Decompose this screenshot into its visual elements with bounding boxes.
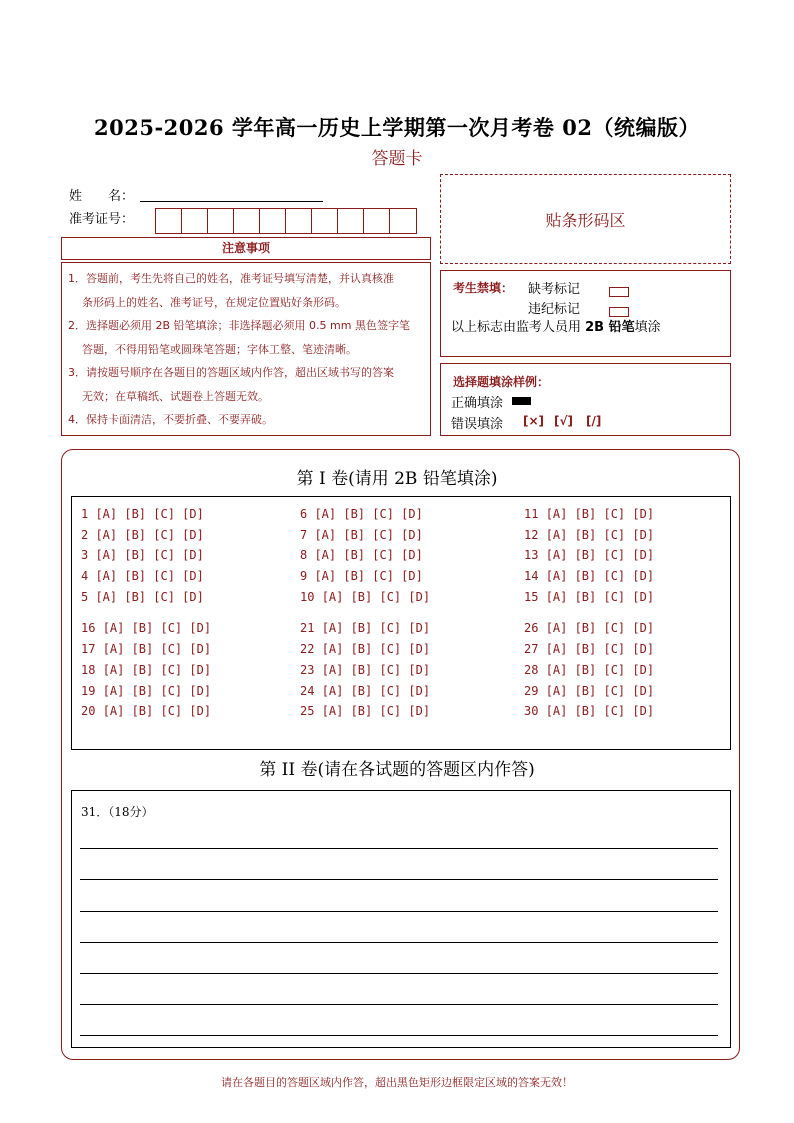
id-digit-cell[interactable]	[208, 209, 234, 233]
fill-sample-box	[440, 363, 731, 436]
question-row	[524, 663, 654, 677]
question-number: 1	[81, 507, 96, 521]
choice-answer-box	[71, 496, 731, 750]
question-number: 28	[524, 663, 546, 677]
id-label: 准考证号：	[69, 212, 135, 227]
answer-options[interactable]: [A] [B] [C] [D]	[314, 528, 423, 542]
answer-options[interactable]: [A] [B] [C] [D]	[545, 704, 655, 718]
question-row	[524, 642, 654, 656]
question-row	[300, 642, 430, 656]
question-row	[81, 548, 204, 562]
id-digit-cell[interactable]	[156, 209, 182, 233]
notice-line: 2．选择题必须用 2B 铅笔填涂；非选择题必须用 0.5 mm 黑色签字笔	[68, 319, 410, 332]
notice-box	[61, 262, 431, 436]
proctor-label: 考生禁填：	[453, 281, 514, 295]
essay-ruled-line	[80, 1004, 718, 1005]
proctor-box	[440, 270, 731, 357]
page-subtitle: 答题卡	[371, 149, 423, 169]
question-number: 9	[300, 569, 315, 583]
question-number: 24	[300, 684, 322, 698]
question-number: 27	[524, 642, 546, 656]
answer-options[interactable]: [A] [B] [C] [D]	[321, 642, 431, 656]
question-number: 26	[524, 621, 546, 635]
answer-options[interactable]: [A] [B] [C] [D]	[314, 507, 423, 521]
question-31-label: 31．（18分）	[81, 805, 154, 819]
barcode-area	[440, 174, 731, 264]
question-number: 22	[300, 642, 322, 656]
answer-options[interactable]: [A] [B] [C] [D]	[321, 684, 431, 698]
question-number: 10	[300, 590, 322, 604]
answer-options[interactable]: [A] [B] [C] [D]	[545, 569, 655, 583]
question-number: 25	[300, 704, 322, 718]
essay-ruled-line	[80, 1035, 718, 1036]
question-number: 7	[300, 528, 315, 542]
name-field[interactable]	[140, 201, 323, 202]
filled-mark	[512, 397, 531, 405]
question-number: 8	[300, 548, 315, 562]
question-row	[300, 704, 430, 718]
answer-options[interactable]: [A] [B] [C] [D]	[102, 621, 212, 635]
question-row	[81, 507, 204, 521]
question-number: 16	[81, 621, 103, 635]
question-row	[524, 684, 654, 698]
question-row	[81, 704, 211, 718]
wrong-mark-slash: [/]	[586, 414, 602, 428]
question-row	[524, 569, 654, 583]
question-row	[524, 621, 654, 635]
wrong-mark-x: [×]	[523, 414, 545, 428]
answer-options[interactable]: [A] [B] [C] [D]	[321, 621, 431, 635]
answer-options[interactable]: [A] [B] [C] [D]	[321, 704, 431, 718]
answer-options[interactable]: [A] [B] [C] [D]	[545, 621, 655, 635]
answer-options[interactable]: [A] [B] [C] [D]	[95, 569, 204, 583]
question-row	[300, 621, 430, 635]
answer-options[interactable]: [A] [B] [C] [D]	[314, 548, 423, 562]
essay-ruled-line	[80, 879, 718, 880]
answer-options[interactable]: [A] [B] [C] [D]	[95, 590, 204, 604]
answer-options[interactable]: [A] [B] [C] [D]	[545, 642, 655, 656]
exam-id-field[interactable]	[155, 208, 417, 234]
question-number: 5	[81, 590, 96, 604]
absent-label: 缺考标记	[528, 282, 581, 297]
question-row	[300, 548, 423, 562]
essay-ruled-line	[80, 973, 718, 974]
question-row	[81, 684, 211, 698]
question-number: 18	[81, 663, 103, 677]
question-row	[524, 704, 654, 718]
question-number: 20	[81, 704, 103, 718]
id-digit-cell[interactable]	[260, 209, 286, 233]
question-number: 6	[300, 507, 315, 521]
answer-options[interactable]: [A] [B] [C] [D]	[95, 507, 204, 521]
question-number: 23	[300, 663, 322, 677]
question-row	[524, 590, 654, 604]
notice-line: 3．请按题号顺序在各题目的答题区域内作答，超出区域书写的答案	[68, 366, 394, 379]
question-number: 2	[81, 528, 96, 542]
answer-options[interactable]: [A] [B] [C] [D]	[102, 704, 212, 718]
question-row	[524, 507, 654, 521]
question-number: 21	[300, 621, 322, 635]
answer-options[interactable]: [A] [B] [C] [D]	[545, 663, 655, 677]
question-row	[81, 569, 204, 583]
violation-label: 违纪标记	[528, 302, 581, 317]
question-number: 19	[81, 684, 103, 698]
id-digit-cell[interactable]	[182, 209, 208, 233]
notice-item	[68, 314, 424, 361]
answer-options[interactable]: [A] [B] [C] [D]	[545, 684, 655, 698]
question-row	[81, 528, 204, 542]
question-row	[81, 642, 211, 656]
notice-item	[68, 408, 424, 432]
question-number: 17	[81, 642, 103, 656]
question-row	[81, 663, 211, 677]
id-digit-cell[interactable]	[364, 209, 390, 233]
question-row	[81, 621, 211, 635]
proctor-note: 以上标志由监考人员用 2B 铅笔填涂	[451, 320, 661, 335]
part2-title: 第 II 卷(请在各试题的答题区内作答)	[259, 760, 535, 780]
question-row	[300, 528, 423, 542]
question-row	[300, 569, 423, 583]
notice-line: 答题，不得用铅笔或圆珠笔答题；字体工整、笔迹清晰。	[82, 342, 357, 356]
answer-options[interactable]: [A] [B] [C] [D]	[321, 663, 431, 677]
essay-ruled-line	[80, 942, 718, 943]
question-row	[524, 548, 654, 562]
absent-mark[interactable]	[609, 281, 629, 300]
answer-options[interactable]: [A] [B] [C] [D]	[95, 528, 204, 542]
question-number: 13	[524, 548, 546, 562]
notice-line: 4．保持卡面清洁，不要折叠、不要弄破。	[68, 413, 273, 426]
id-digit-cell[interactable]	[234, 209, 260, 233]
notice-line: 1．答题前，考生先将自己的姓名，准考证号填写清楚，并认真核准	[68, 272, 394, 285]
essay-ruled-line	[80, 911, 718, 912]
notice-line: 条形码上的姓名、准考证号，在规定位置贴好条形码。	[82, 295, 346, 309]
answer-options[interactable]: [A] [B] [C] [D]	[545, 548, 655, 562]
question-number: 14	[524, 569, 546, 583]
notice-title: 注意事项	[61, 237, 431, 260]
id-digit-cell[interactable]	[286, 209, 312, 233]
question-number: 4	[81, 569, 96, 583]
answer-options[interactable]: [A] [B] [C] [D]	[545, 507, 655, 521]
question-number: 11	[524, 507, 546, 521]
question-row	[300, 590, 430, 604]
essay-answer-box[interactable]	[71, 790, 731, 1048]
answer-options[interactable]: [A] [B] [C] [D]	[321, 590, 431, 604]
sample-title: 选择题填涂样例：	[453, 375, 550, 389]
question-number: 12	[524, 528, 546, 542]
question-row	[300, 663, 430, 677]
answer-options[interactable]: [A] [B] [C] [D]	[95, 548, 204, 562]
question-number: 30	[524, 704, 546, 718]
question-row	[524, 528, 654, 542]
notice-line: 无效；在草稿纸、试题卷上答题无效。	[82, 389, 269, 403]
answer-options[interactable]: [A] [B] [C] [D]	[102, 642, 212, 656]
id-digit-cell[interactable]	[390, 209, 416, 233]
answer-options[interactable]: [A] [B] [C] [D]	[545, 528, 655, 542]
question-number: 3	[81, 548, 96, 562]
notice-item	[68, 267, 424, 314]
correct-label: 正确填涂	[451, 396, 504, 411]
id-digit-cell[interactable]	[338, 209, 364, 233]
barcode-label: 贴条形码区	[545, 210, 626, 230]
answer-options[interactable]: [A] [B] [C] [D]	[102, 684, 212, 698]
answer-options[interactable]: [A] [B] [C] [D]	[545, 590, 655, 604]
page-title: 2025-2026 学年高一历史上学期第一次月考卷 02（统编版）	[94, 115, 700, 140]
part1-title: 第 I 卷(请用 2B 铅笔填涂)	[296, 469, 498, 489]
question-number: 29	[524, 684, 546, 698]
id-digit-cell[interactable]	[312, 209, 338, 233]
footer-warning: 请在各题目的答题区域内作答，超出黑色矩形边框限定区域的答案无效！	[221, 1076, 573, 1089]
question-number: 15	[524, 590, 546, 604]
answer-options[interactable]: [A] [B] [C] [D]	[102, 663, 212, 677]
wrong-mark-check: [√]	[554, 414, 573, 428]
notice-item	[68, 361, 424, 408]
question-row	[300, 684, 430, 698]
question-row	[81, 590, 204, 604]
name-label: 姓 名：	[69, 189, 135, 204]
answer-options[interactable]: [A] [B] [C] [D]	[314, 569, 423, 583]
question-row	[300, 507, 423, 521]
wrong-label: 错误填涂	[451, 417, 504, 432]
essay-ruled-line	[80, 848, 718, 849]
